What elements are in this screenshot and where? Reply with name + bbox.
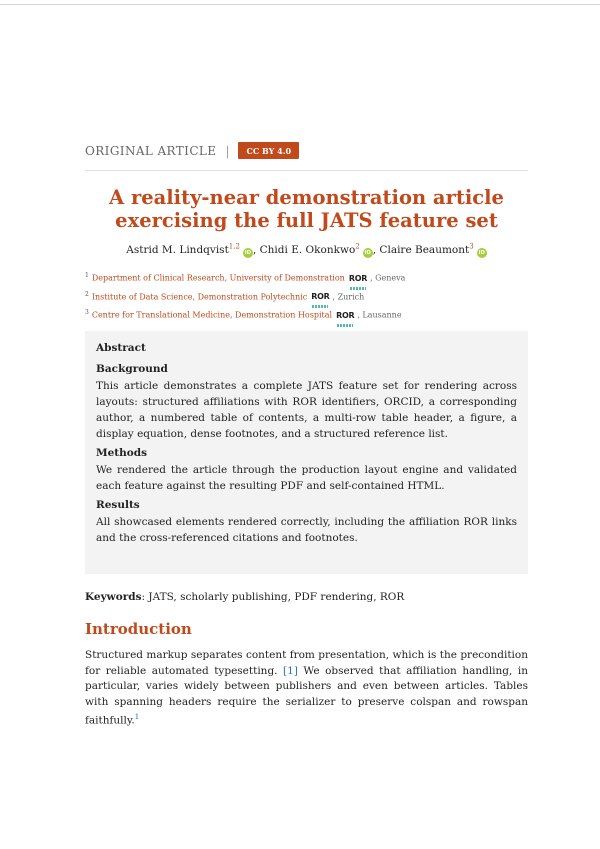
affiliation-city: , Lausanne xyxy=(357,310,402,320)
paragraph-text: We observed that affiliation handling, in particular, varies widely between publishers and even between articles. Tables with spanning headers require the serializer to preserve colspan and rowspan faithfully. xyxy=(85,664,528,727)
affiliation-link[interactable]: Department of Clinical Research, University of Demonstration xyxy=(91,273,345,283)
abstract-box xyxy=(85,331,528,574)
article-type: ORIGINAL ARTICLE xyxy=(85,143,217,158)
affiliation xyxy=(85,305,528,324)
affiliation xyxy=(85,268,528,287)
orcid-icon[interactable]: iD xyxy=(478,249,485,256)
affiliation-city: , Geneva xyxy=(370,273,406,283)
page-top-border xyxy=(0,4,600,5)
abstract-section-text: This article demonstrates a complete JATS feature set for rendering across layouts: structured affiliations with ROR identifiers, ORCID, a corresponding author, a numbered table of contents, a multi-row table header, a figure, a display equation, dense footnotes, and a structured reference list. xyxy=(96,380,517,440)
section-title-introduction: Introduction xyxy=(85,620,192,638)
affiliation-number: 2 xyxy=(85,290,89,298)
ror-icon[interactable]: ROR xyxy=(336,308,354,324)
affiliation-city: , Zurich xyxy=(332,292,365,302)
keywords-text: : JATS, scholarly publishing, PDF rendering, ROR xyxy=(141,591,405,603)
orcid-icon[interactable]: iD xyxy=(364,249,371,256)
abstract-section-title: Methods xyxy=(96,447,148,459)
affiliation-number: 1 xyxy=(85,272,89,279)
ror-icon[interactable]: ROR xyxy=(311,289,329,305)
affiliation-number: 3 xyxy=(85,309,89,317)
author-list xyxy=(85,242,528,258)
keywords xyxy=(85,591,404,603)
affiliation-link[interactable]: Institute of Data Science, Demonstration Polytechnic xyxy=(91,292,308,302)
paragraph-text: Structured markup separates content from presentation, which is the precondition for reliable automated typesetting. xyxy=(85,649,528,677)
orcid-icon[interactable]: iD xyxy=(244,249,252,256)
article-title: A reality-near demonstration article exercising the full JATS feature set xyxy=(109,186,504,232)
author-separator: , xyxy=(372,243,377,256)
abstract-section-text: All showcased elements rendered correctly, including the affiliation ROR links and the cross-referenced citations and footnotes. xyxy=(96,516,517,544)
affiliation-link[interactable]: Centre for Translational Medicine, Demonstration Hospital xyxy=(91,310,333,320)
author[interactable] xyxy=(126,244,256,256)
affiliation-ref[interactable]: 2 xyxy=(355,242,360,250)
header-separator: | xyxy=(225,143,230,158)
affiliation-list xyxy=(85,268,528,324)
keywords-label: Keywords xyxy=(85,591,142,603)
license-badge[interactable]: CC BY 4.0 xyxy=(238,142,299,159)
author-name: Claire Beaumont xyxy=(379,243,470,256)
introduction-paragraph xyxy=(85,648,528,729)
citation-link[interactable]: [1] xyxy=(283,664,298,677)
abstract-section-title: Background xyxy=(96,363,168,375)
affiliation-ref[interactable]: 3 xyxy=(469,242,474,250)
author-name: Astrid M. Lindqvist xyxy=(126,243,229,256)
header-divider xyxy=(85,170,528,171)
author-separator: , xyxy=(252,243,257,256)
affiliation-ref[interactable]: 1,2 xyxy=(228,242,240,250)
author[interactable] xyxy=(379,244,486,256)
abstract-heading: Abstract xyxy=(96,342,146,354)
abstract-section-text: We rendered the article through the production layout engine and validated each feature against the resulting PDF and self-contained HTML. xyxy=(96,464,517,492)
ror-icon[interactable]: ROR xyxy=(349,271,367,287)
article-header xyxy=(85,142,299,159)
author-name: Chidi E. Okonkwo xyxy=(259,243,356,256)
affiliation xyxy=(85,287,528,306)
abstract-section-title: Results xyxy=(96,499,140,511)
author[interactable] xyxy=(260,244,376,256)
footnote-ref[interactable]: 1 xyxy=(134,713,140,722)
